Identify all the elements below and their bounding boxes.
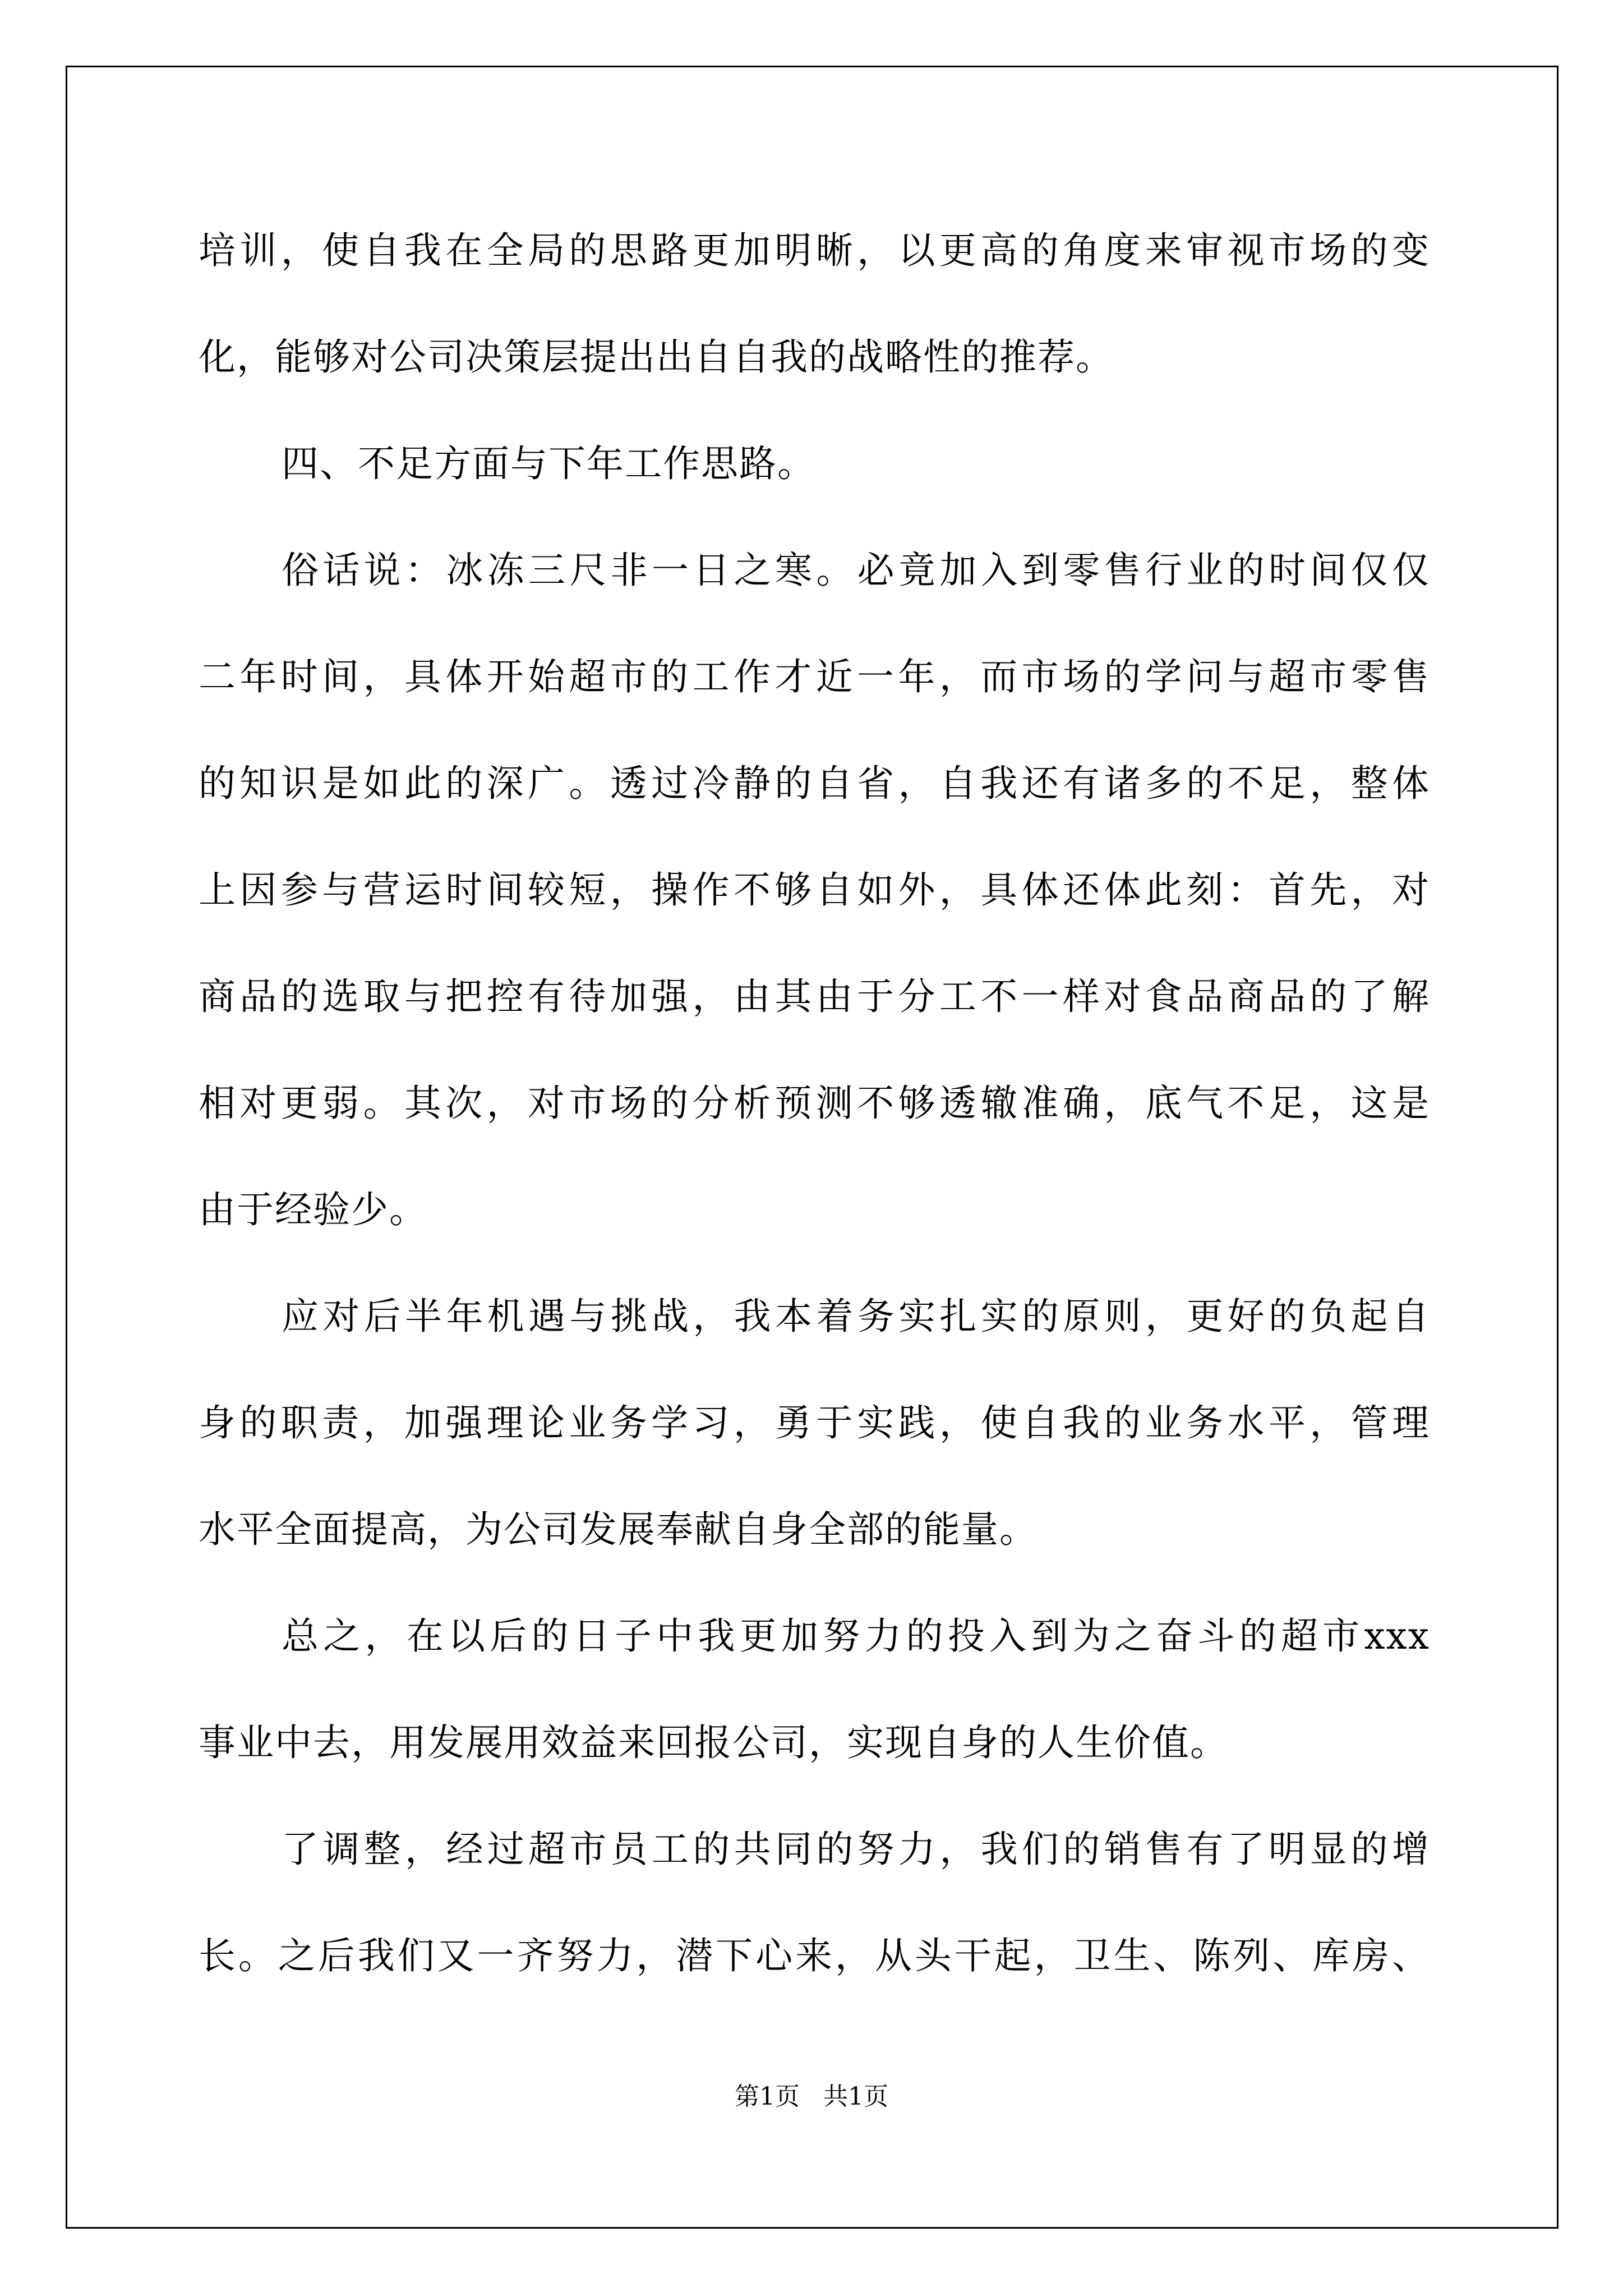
text-line: 相对更弱。其次，对市场的分析预测不够透辙准确，底气不足，这是 xyxy=(199,1082,1430,1125)
text-line: 了调整，经过超市员工的共同的努力，我们的销售有了明显的增 xyxy=(282,1828,1430,1871)
text-line: 俗话说：冰冻三尺非一日之寒。必竟加入到零售行业的时间仅仅 xyxy=(282,549,1430,592)
text-line: 培训，使自我在全局的思路更加明晰，以更高的角度来审视市场的变 xyxy=(199,229,1430,272)
text-line: 水平全面提高，为公司发展奉献自身全部的能量。 xyxy=(199,1508,1038,1551)
text-line: 化，能够对公司决策层提出出自自我的战略性的推荐。 xyxy=(199,335,1114,379)
text-line: 应对后半年机遇与挑战，我本着务实扎实的原则，更好的负起自 xyxy=(282,1295,1430,1338)
text-line: 上因参与营运时间较短，操作不够自如外，具体还体此刻：首先，对 xyxy=(199,868,1430,912)
text-line: 事业中去，用发展用效益来回报公司，实现自身的人生价值。 xyxy=(199,1721,1228,1764)
text-line: 二年时间，具体开始超市的工作才近一年，而市场的学问与超市零售 xyxy=(199,655,1430,698)
text-line: 身的职责，加强理论业务学习，勇于实践，使自我的业务水平，管理 xyxy=(199,1401,1430,1444)
page-number-footer: 第1页 共1页 xyxy=(735,2082,888,2111)
text-line: 的知识是如此的深广。透过冷静的自省，自我还有诸多的不足，整体 xyxy=(199,762,1430,805)
section-heading: 四、不足方面与下年工作思路。 xyxy=(282,442,815,485)
text-line: 商品的选取与把控有待加强，由其由于分工不一样对食品商品的了解 xyxy=(199,975,1430,1018)
text-line: 长。之后我们又一齐努力，潜下心来，从头干起，卫生、陈列、库房、 xyxy=(199,1934,1430,1977)
text-line: 由于经验少。 xyxy=(199,1188,427,1231)
text-line: 总之，在以后的日子中我更加努力的投入到为之奋斗的超市xxx xyxy=(282,1614,1430,1658)
